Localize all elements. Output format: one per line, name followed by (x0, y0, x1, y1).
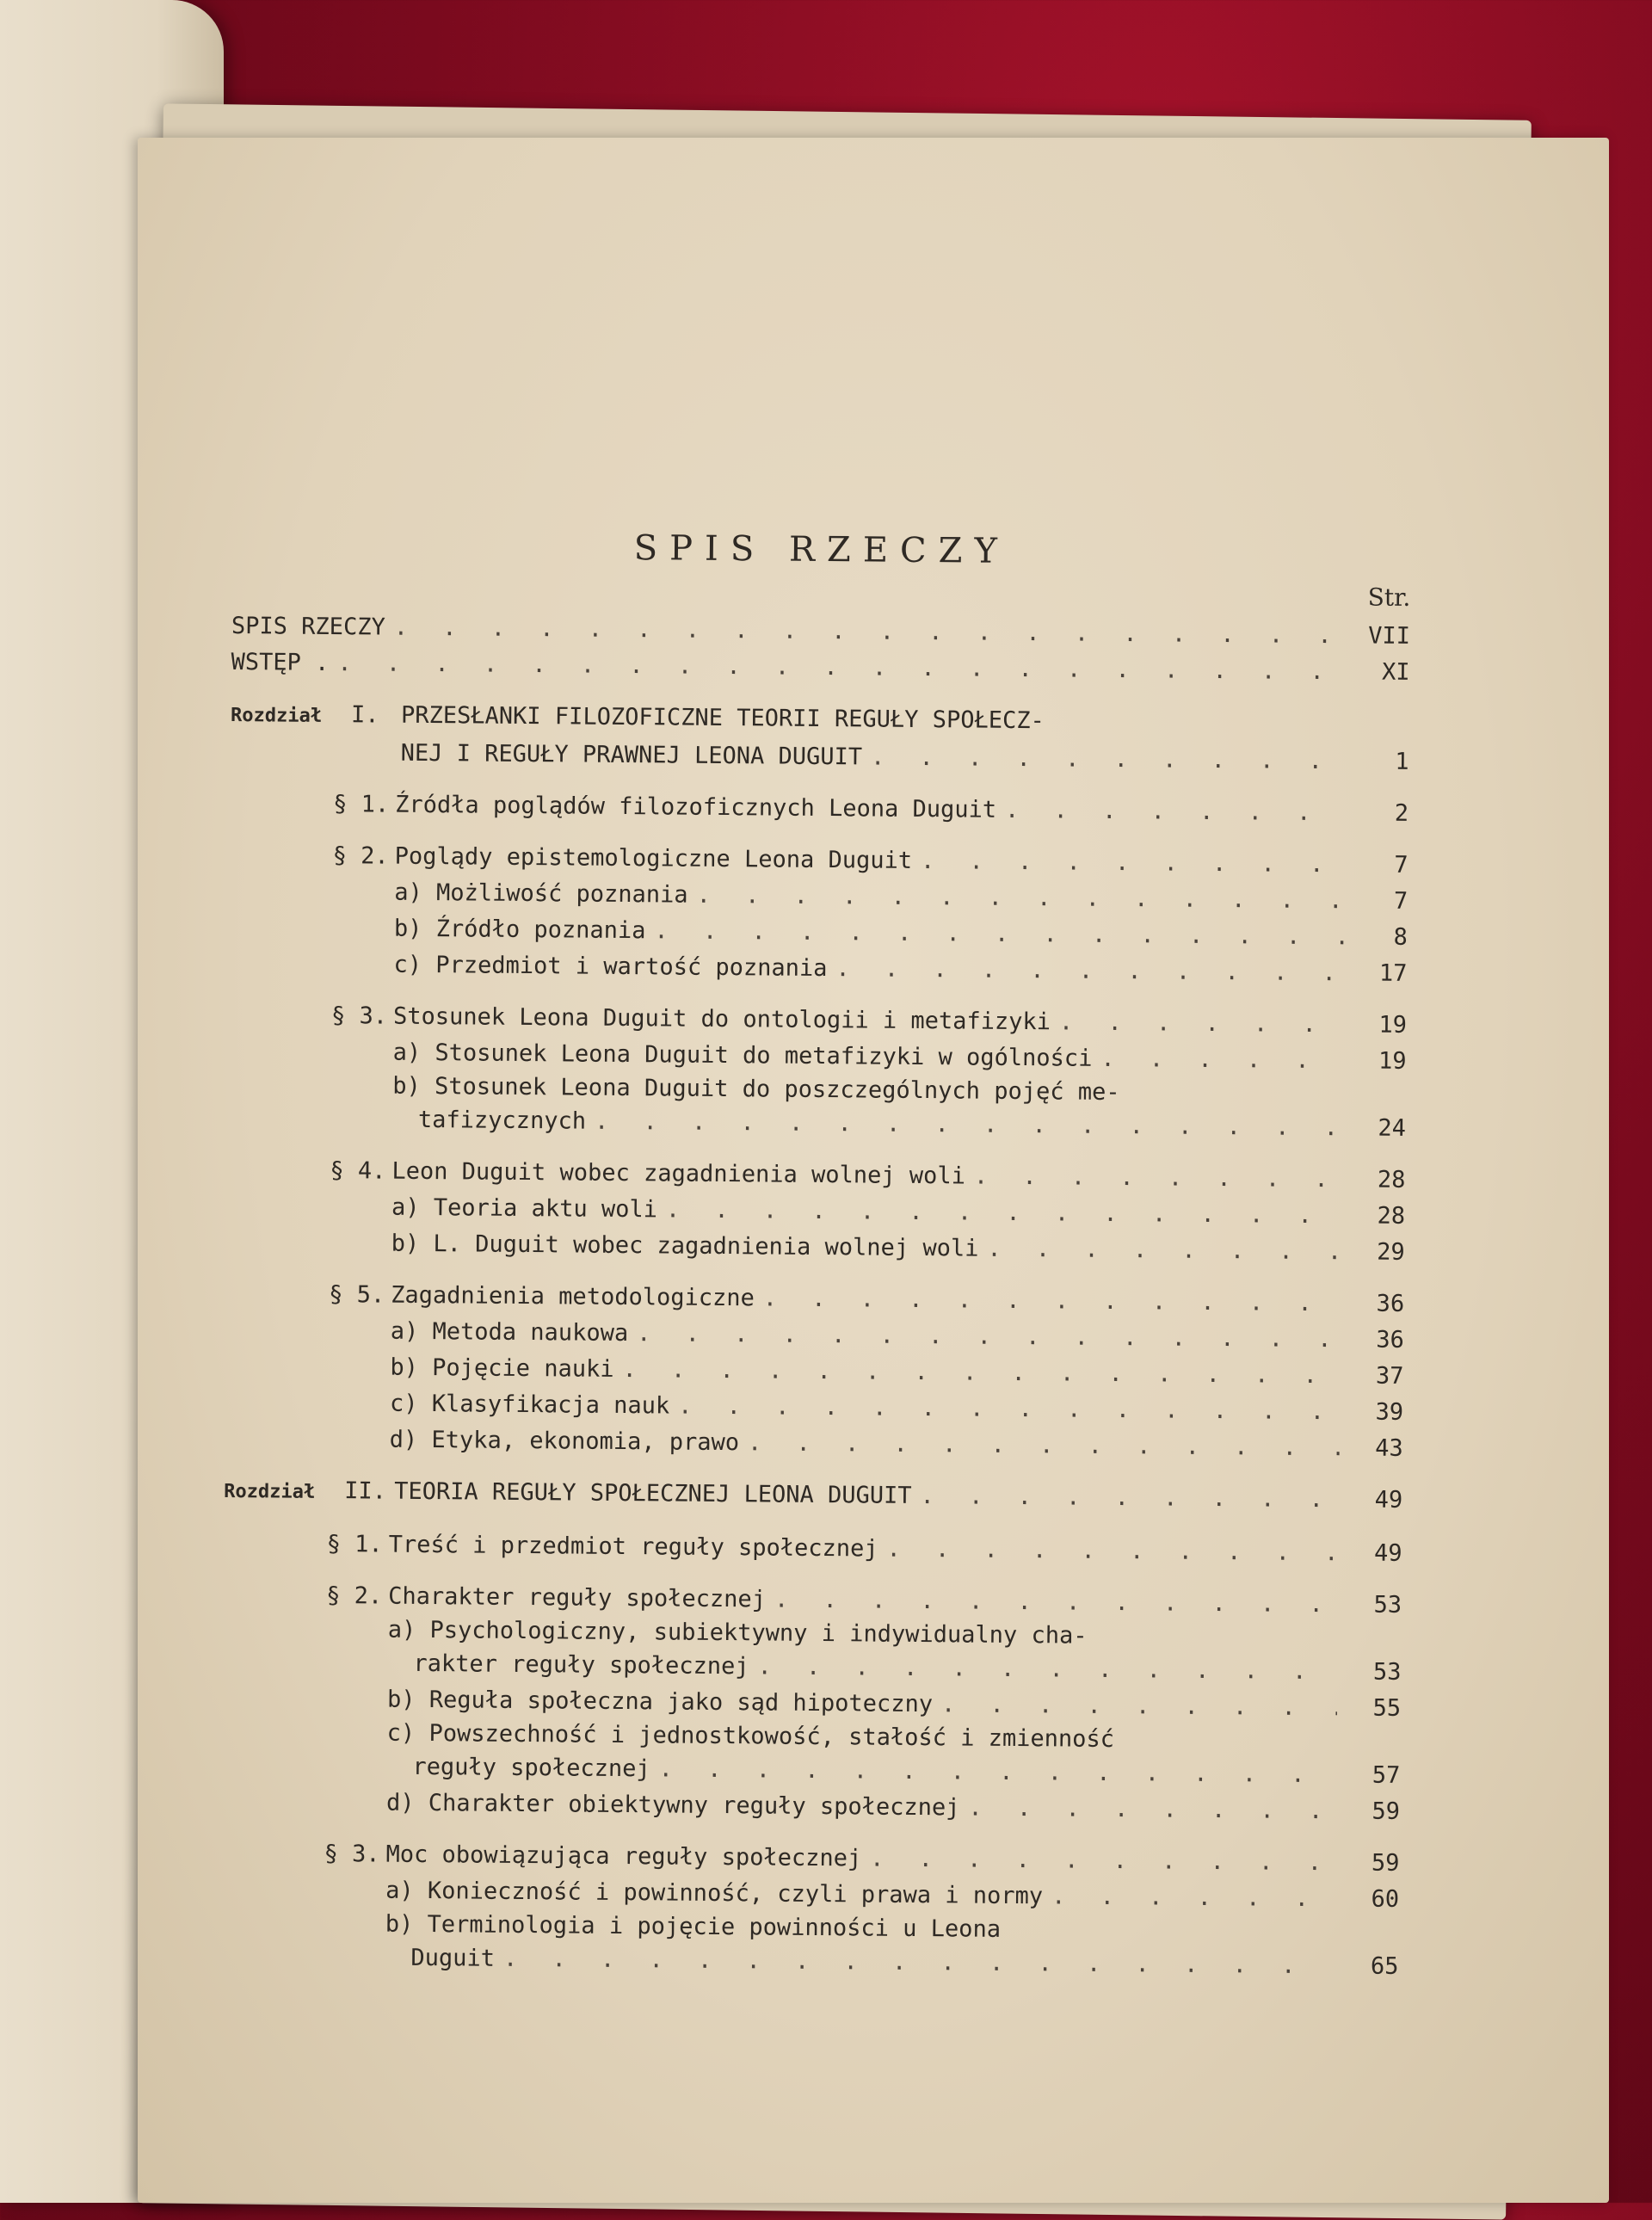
leader-dots (987, 1231, 1341, 1271)
leader-dots (763, 1280, 1341, 1322)
entry-label (413, 1646, 749, 1685)
leader-dots (1051, 1878, 1335, 1917)
leader-dots (941, 1687, 1337, 1726)
section-title: Leon Duguit wobec zagadnienia wolnej woli (391, 1157, 966, 1190)
entry-label (394, 875, 688, 914)
section-mark: § 3. (324, 1840, 380, 1868)
entry-label (418, 1102, 586, 1140)
page-number: 29 (1377, 1238, 1405, 1266)
page-number: 28 (1377, 1166, 1406, 1193)
leader-dots (774, 1582, 1338, 1624)
page-number: 60 (1371, 1885, 1400, 1913)
page-number: 53 (1373, 1591, 1402, 1619)
subsection-label: d) Etyka, ekonomia, prawo (389, 1426, 740, 1457)
leader-dots (1059, 1004, 1343, 1043)
page-number: XI (1381, 658, 1410, 686)
leader-dots (921, 843, 1345, 883)
section-title: Treść i przedmiot reguły społecznej (388, 1531, 878, 1563)
subsection-label: b) Pojęcie nauki (390, 1354, 614, 1383)
entry-label (324, 1836, 861, 1877)
entry-label (410, 1940, 495, 1977)
entry-label (224, 1472, 912, 1516)
subsection-label: d) Charakter obiektywny reguły społecznej (385, 1789, 960, 1822)
subsection-label: b) Źródło poznania (393, 915, 646, 945)
subsection-label: c) Przedmiot i wartość poznania (393, 951, 828, 983)
page-number: 59 (1372, 1798, 1401, 1825)
page-number: 8 (1393, 923, 1409, 951)
entry-label (394, 911, 646, 950)
toc-title: SPIS RZECZY (633, 528, 1010, 571)
subsection-label: b) Reguła społeczna jako sąd hipoteczny (386, 1686, 934, 1718)
chapter-prefix: Rozdział (224, 1480, 316, 1503)
page-number: 28 (1377, 1202, 1406, 1230)
leader-dots (968, 1791, 1336, 1830)
leader-dots (920, 1478, 1339, 1518)
entry-label (391, 1190, 657, 1229)
leader-dots (886, 1532, 1338, 1572)
leader-dots (654, 913, 1344, 955)
section-title: Poglądy epistemologiczne Leona Duguit (394, 842, 913, 874)
leader-dots (659, 1751, 1337, 1793)
section-mark: § 2. (332, 842, 389, 870)
entry-label (333, 786, 996, 829)
section-mark: § 5. (329, 1281, 385, 1309)
subsection-cont: rakter reguły społecznej (413, 1650, 749, 1680)
section-title: Moc obowiązująca reguły społecznej (385, 1841, 862, 1872)
table-of-contents (219, 525, 1411, 1985)
front-matter-label: WSTĘP . (231, 648, 330, 676)
subsection-entry: c) Powszechność i jednostkowość, stałość i zmienność (386, 1719, 1115, 1753)
subsection-label: a) Możliwość poznania (394, 879, 688, 909)
page-number: 36 (1376, 1290, 1405, 1317)
chapter-title: TEORIA REGUŁY SPOŁECZNEJ LEONA DUGUIT (394, 1477, 912, 1509)
leader-dots (1100, 1041, 1343, 1079)
entry-label (392, 1035, 1092, 1077)
entry-label (391, 1314, 629, 1352)
toc-entries (219, 608, 1410, 1985)
entry-label (330, 1153, 965, 1194)
entry-label (391, 1226, 979, 1267)
entry-label (393, 947, 827, 987)
leader-dots (678, 1389, 1340, 1431)
subsection-label: a) Konieczność i powinność, czyli prawa i normy (385, 1877, 1044, 1910)
chapter-number: I. (350, 701, 379, 729)
section-mark: § 3. (330, 1002, 388, 1030)
section-mark: § 1. (333, 791, 390, 818)
page-number: 19 (1378, 1047, 1407, 1075)
section-title: Źródła poglądów filozoficznych Leona Duguit (395, 791, 997, 823)
entry-label (231, 608, 385, 646)
subsection-label: a) Teoria aktu woli (391, 1193, 658, 1224)
page-column-label: Str. (1367, 583, 1411, 612)
chapter-number: II. (344, 1477, 387, 1505)
subsection-entry: a) Psychologiczny, subiektywny i indywidualny cha- (387, 1616, 1088, 1650)
subsection-cont: Duguit (410, 1944, 496, 1972)
leader-dots (870, 1841, 1336, 1882)
front-matter-label: SPIS RZECZY (231, 612, 385, 641)
page-number: 7 (1394, 851, 1409, 879)
page-number: 49 (1373, 1539, 1402, 1567)
page-number: 7 (1393, 887, 1409, 915)
page-number: 36 (1376, 1326, 1404, 1354)
section-mark: § 4. (330, 1157, 386, 1185)
page-number: 2 (1394, 799, 1409, 827)
entry-label (386, 1785, 960, 1827)
page-number: 57 (1372, 1761, 1401, 1789)
leader-dots (595, 1104, 1342, 1147)
subsection-label: b) L. Duguit wobec zagadnienia wolnej woli (391, 1230, 979, 1262)
leader-dots (757, 1649, 1337, 1690)
entry-label (326, 1578, 766, 1618)
section-mark: § 2. (326, 1582, 383, 1610)
page-number: 59 (1371, 1849, 1400, 1877)
leader-dots (974, 1159, 1342, 1199)
leader-dots (1005, 792, 1345, 831)
page-number: 24 (1378, 1114, 1407, 1142)
page-number: 55 (1372, 1694, 1402, 1722)
entry-label (390, 1422, 740, 1462)
entry-label (326, 1526, 878, 1568)
leader-dots (666, 1192, 1341, 1234)
leader-dots (871, 739, 1346, 780)
entry-label (390, 1386, 669, 1425)
leader-dots (637, 1316, 1341, 1358)
subsection-cont: tafizycznych (417, 1106, 587, 1135)
page-number: 49 (1374, 1486, 1403, 1514)
subsection-label: c) Klasyfikacja nauk (389, 1390, 670, 1420)
subsection-entry: b) Terminologia i pojęcie powinności u Leona (385, 1910, 1002, 1943)
section-title: Stosunek Leona Duguit do ontologii i metafizyki (392, 1002, 1051, 1036)
page-number: VII (1368, 622, 1411, 650)
leader-dots (503, 1941, 1335, 1984)
page-number: 53 (1372, 1658, 1402, 1686)
entry-label (401, 736, 863, 776)
leader-dots (835, 951, 1343, 991)
section-title: Zagadnienia metodologiczne (391, 1281, 755, 1312)
leader-dots (622, 1352, 1340, 1394)
entry-label (385, 1873, 1043, 1915)
subsection-label: a) Stosunek Leona Duguit do metafizyki w ogólności (392, 1039, 1093, 1072)
subsection-label: a) Metoda naukowa (390, 1317, 629, 1347)
page-number: 17 (1378, 959, 1408, 987)
entry-label (331, 998, 1051, 1040)
entry-label (390, 1350, 613, 1388)
chapter-title: PRZESŁANKI FILOZOFICZNE TEORII REGUŁY SPOŁECZ- (400, 701, 1045, 735)
chapter-prefix: Rozdział (230, 704, 323, 727)
entry-label (332, 838, 912, 879)
subsection-cont: reguły społecznej (412, 1753, 650, 1783)
entry-label (412, 1749, 650, 1787)
page-number: 37 (1375, 1362, 1404, 1390)
page-number: 19 (1378, 1011, 1408, 1039)
section-title: Charakter reguły społecznej (388, 1582, 767, 1613)
leader-dots (696, 878, 1344, 920)
leader-dots (748, 1425, 1340, 1466)
subsection-entry: b) Stosunek Leona Duguit do poszczególnych pojęć me- (392, 1072, 1120, 1107)
page-number: 1 (1395, 748, 1409, 775)
entry-label (231, 644, 329, 681)
section-mark: § 1. (326, 1531, 383, 1558)
page-number: 39 (1375, 1398, 1404, 1426)
entry-label (329, 1277, 755, 1317)
page-number: 43 (1375, 1434, 1403, 1462)
entry-label (387, 1682, 933, 1724)
page-number: 65 (1370, 1952, 1399, 1980)
chapter-title-cont: NEJ I REGUŁY PRAWNEJ LEONA DUGUIT (400, 739, 863, 771)
